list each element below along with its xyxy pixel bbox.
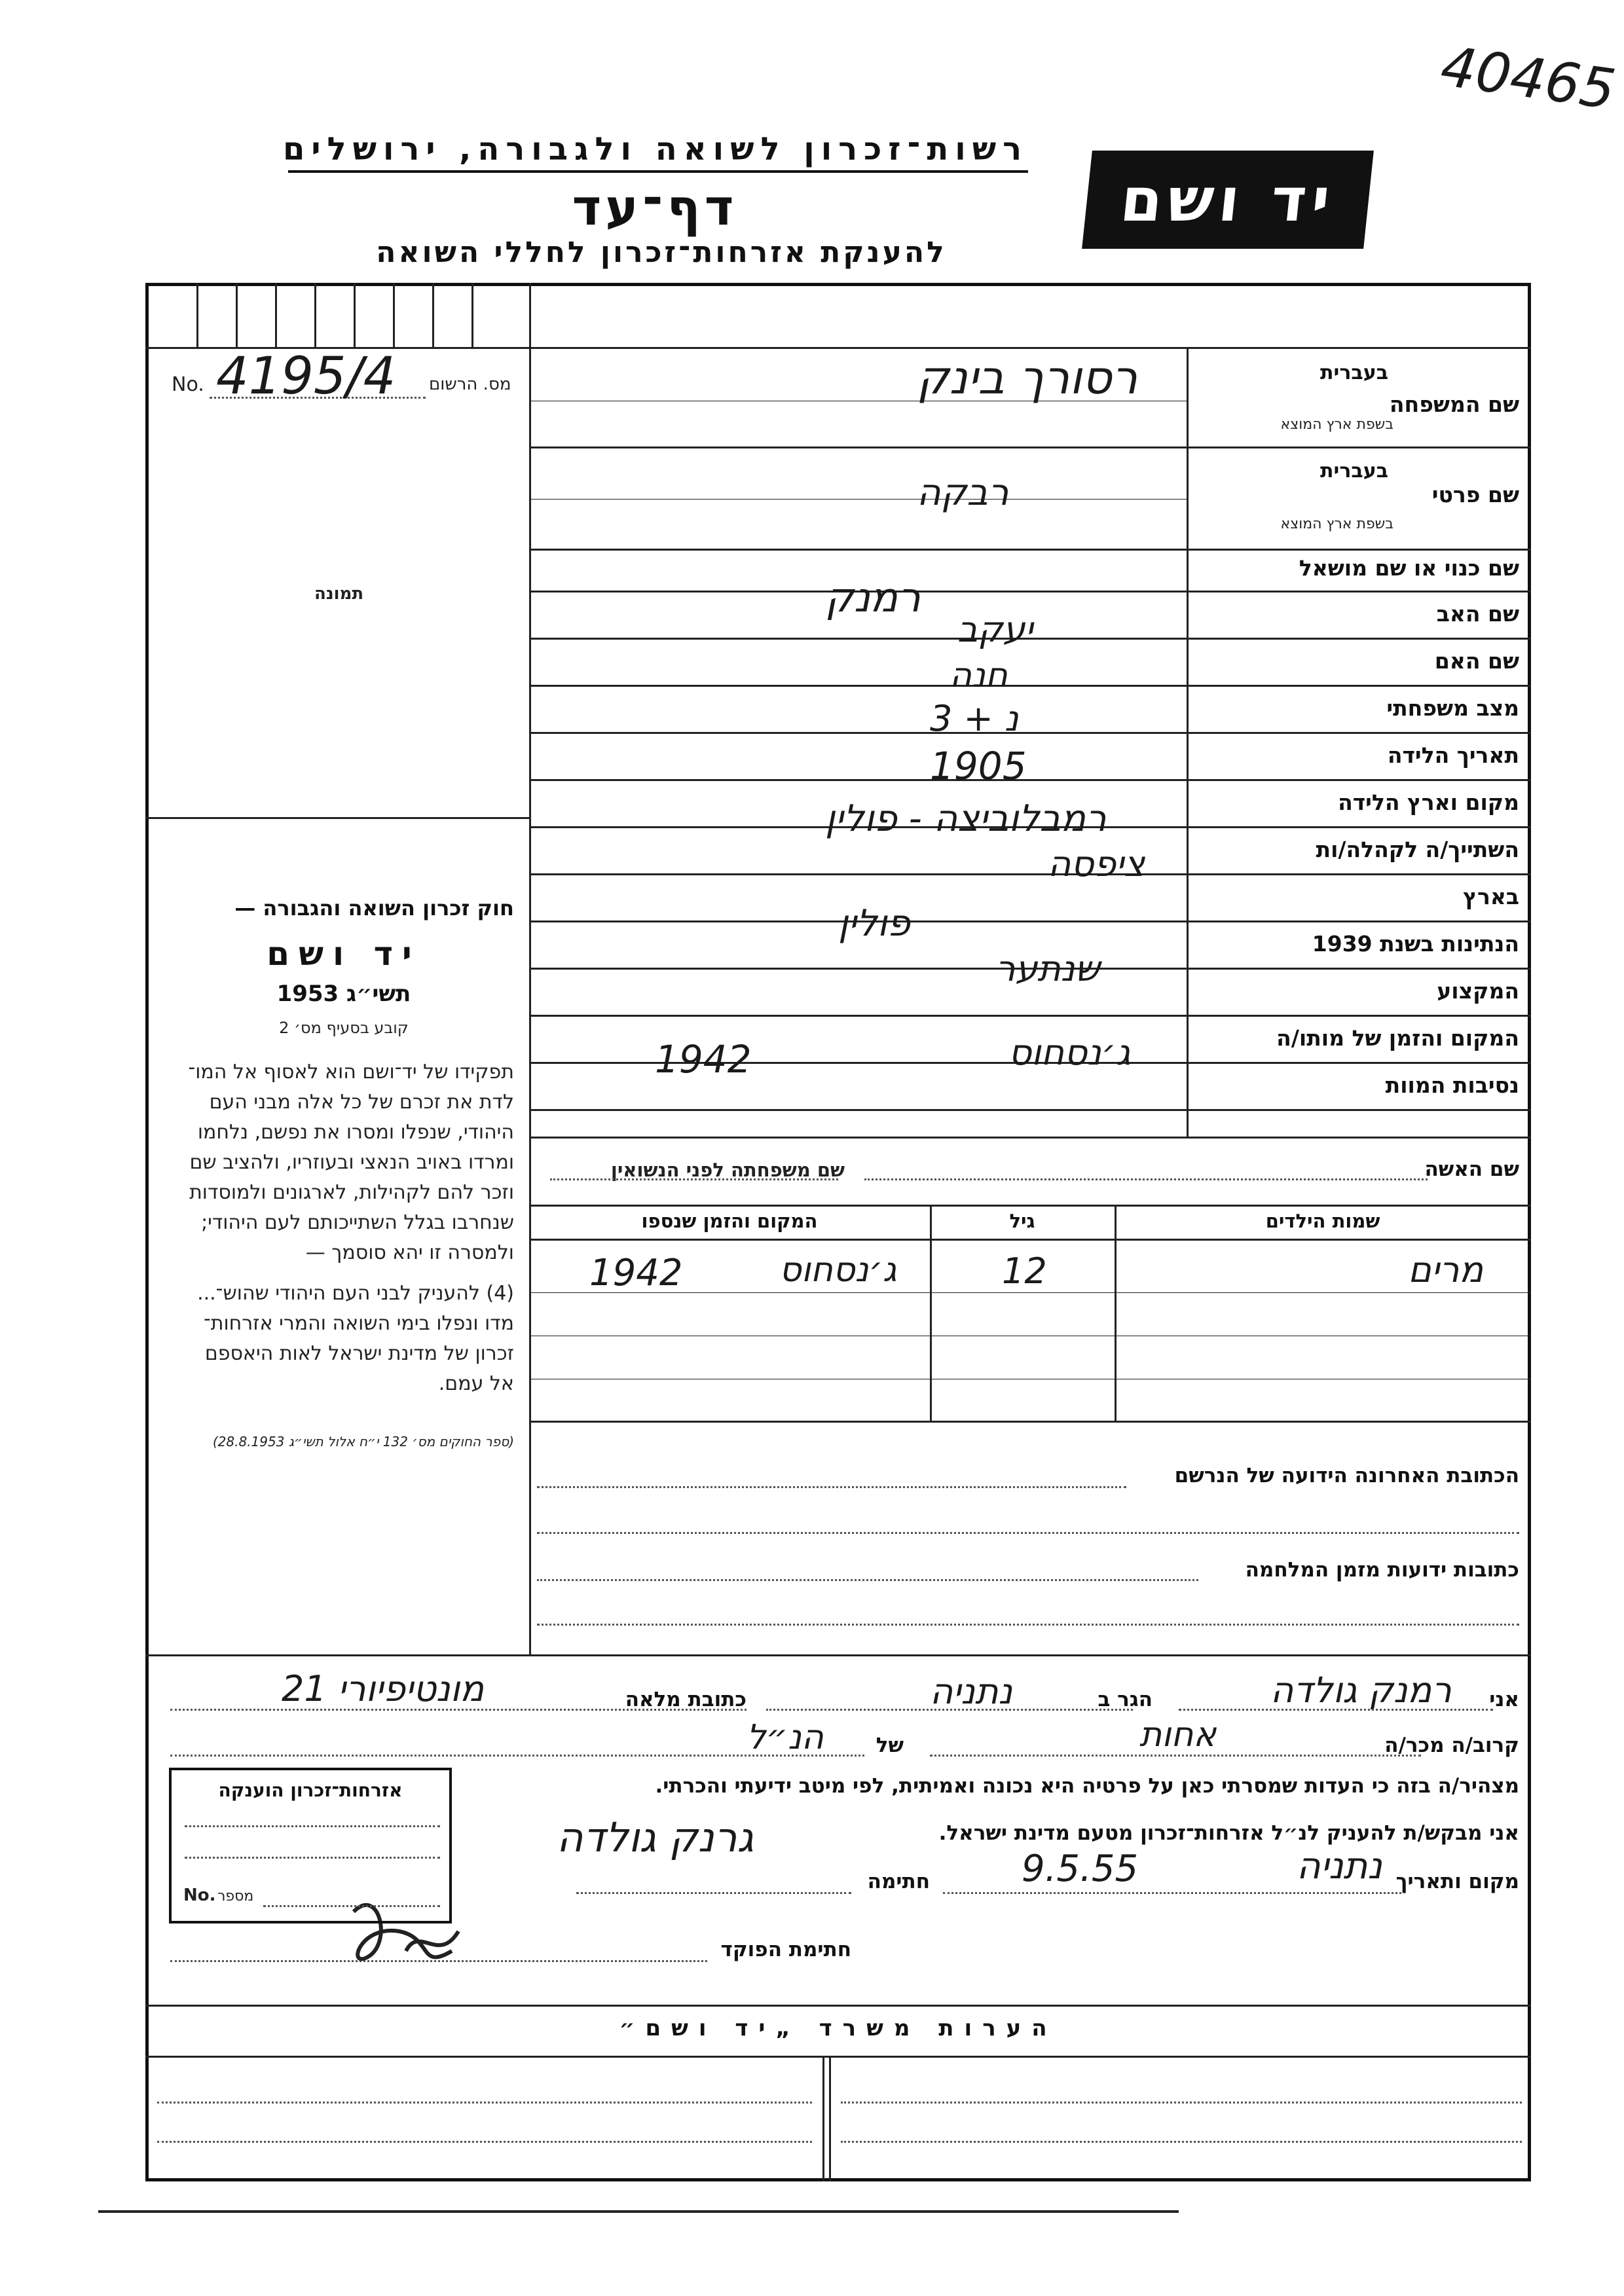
death-place-label: המקום והזמן של מותו/ה <box>1276 1025 1519 1051</box>
surname-value: רסורך בינק <box>917 351 1138 405</box>
request-statement: אני מבקש/ת להעניק לנ״ל אזרחות־זכרון מטעם מדינת ישראל. <box>938 1821 1519 1845</box>
last-address-dots <box>537 1486 1126 1488</box>
law-text-10: זכרון של מדינת ישראל לאות היאספם <box>204 1342 514 1365</box>
box-divider <box>236 283 238 347</box>
of-dots <box>170 1755 864 1757</box>
marital-value: נ + 3 <box>930 698 1019 739</box>
signature-label: חתימה <box>867 1870 930 1893</box>
box-divider <box>432 283 434 347</box>
citizenship-stamp-box <box>169 1768 452 1923</box>
death-place-value: ג׳נסחוס <box>1008 1032 1131 1073</box>
place-date-label: מקום ותאריך <box>1395 1870 1519 1893</box>
box-divider <box>354 283 356 347</box>
residence-value: שנתער <box>995 948 1100 989</box>
mother-value: חנה <box>950 656 1008 695</box>
surname-hebrew-label: בעברית <box>1320 361 1388 384</box>
photo-label: תמונה <box>314 584 364 604</box>
photo-law-divider <box>145 817 529 819</box>
surname-label: שם המשפחה <box>1389 392 1519 417</box>
row-line <box>529 1109 1531 1111</box>
stamp-number-dots <box>263 1905 440 1907</box>
notes-divider <box>822 2056 824 2181</box>
declarant-address: מונטיפיורי 21 <box>282 1668 485 1709</box>
law-name: יד ושם <box>267 935 421 973</box>
relative-value: אחות <box>1139 1715 1217 1755</box>
box-divider <box>393 283 395 347</box>
city-dots <box>766 1709 1133 1711</box>
label-column-divider <box>1187 348 1189 1137</box>
box-divider <box>314 283 316 347</box>
declarant-signature: גרנק גולדה <box>557 1813 754 1861</box>
law-text-6: שנחרבו בגלל השתייכותם לעם היהודי; <box>201 1211 514 1234</box>
section-line <box>145 1654 1531 1656</box>
birthdate-value: 1905 <box>930 744 1027 788</box>
scan-edge-line <box>98 2210 1179 2213</box>
address-dots <box>170 1709 747 1711</box>
office-notes-title: הערות משרד „יד ושם״ <box>619 2015 1058 2041</box>
child-year: 1942 <box>589 1252 683 1294</box>
law-text-8: (4) להעניק לבני העם היהודי שהוש־... <box>197 1282 514 1305</box>
mother-label: שם האם <box>1434 648 1519 674</box>
form-title: דף־עד <box>572 178 738 236</box>
last-address-label: הכתובת האחרונה הידועה של הנרשם <box>1174 1464 1519 1487</box>
law-text-4: ומרדו באויב הנאצי ובעוזריו, ולהציב שם <box>189 1151 514 1174</box>
notes-dots <box>157 2141 812 2143</box>
row-line <box>529 873 1531 875</box>
stamp-number-label: מספר <box>217 1888 254 1904</box>
registration-value: 4195/4 <box>216 347 396 406</box>
form-subtitle: להענקת אזרחות־זכרון לחללי השואה <box>376 236 947 269</box>
signature-dots <box>576 1892 851 1894</box>
section-line <box>145 2005 1531 2007</box>
child-place: ג׳נסחוס <box>779 1250 897 1290</box>
row-line <box>529 920 1531 922</box>
death-cause-label: נסיבות המוות <box>1385 1072 1519 1098</box>
law-source: (ספר החוקים מס׳ 132 י״ח אלול תשי״ג 28.8.1953) <box>212 1434 514 1449</box>
law-text-1: תפקידו של יד־ושם הוא לאסוף אל המו־ <box>188 1061 514 1084</box>
law-heading: חוק זכרון השואה והגבורה — <box>234 896 514 920</box>
father-value: יעקב <box>957 609 1033 650</box>
death-year-value: 1942 <box>655 1037 752 1082</box>
wife-dots <box>864 1178 1428 1180</box>
firstname-local-label: בשפת ארץ המוצא <box>1280 516 1393 532</box>
date-value: 9.5.55 <box>1022 1848 1139 1890</box>
authority-title: רשות־זכרון לשואה ולגבורה, ירושלים <box>288 131 1028 173</box>
war-address-label: כתובות ידועות מזמן המלחמה <box>1245 1558 1519 1582</box>
row-line <box>529 1137 1531 1139</box>
child-name: מרים <box>1408 1249 1484 1290</box>
firstname-hebrew-label: בעברית <box>1320 460 1388 483</box>
stamp-title: אזרחות־זכרון הוענקה <box>218 1779 403 1801</box>
war-address-dots <box>537 1579 1198 1581</box>
officer-signature-label: חתימת הפוקד <box>720 1938 851 1961</box>
declarant-i-label: אני <box>1489 1688 1519 1711</box>
wife-maiden-dots <box>550 1178 838 1180</box>
surname-local-label: בשפת ארץ המוצא <box>1280 416 1393 433</box>
notes-line <box>145 2056 1531 2058</box>
country-value: פולין <box>838 902 910 945</box>
residence-label: הנתינות בשנת 1939 <box>1312 931 1519 957</box>
declaration-statement: מצהיר/ה בזה כי העדות שמסרתי כאן על פרטיה היא נכונה ואמיתית, לפי מיטב ידיעתי והכרתי. <box>655 1774 1519 1798</box>
notes-dots <box>841 2141 1522 2143</box>
child-age: 12 <box>1002 1250 1047 1292</box>
declarant-name: רמנק גולדה <box>1270 1669 1452 1711</box>
declarant-city: נתניה <box>930 1671 1013 1712</box>
notes-dots <box>157 2102 812 2104</box>
row-line <box>529 732 1531 734</box>
birthdate-label: תאריך הלידה <box>1387 742 1519 768</box>
archive-number: 40465 <box>1437 33 1619 122</box>
place-value: נתניה <box>1297 1845 1382 1887</box>
children-col-divider <box>1115 1205 1116 1421</box>
birthplace-value: רמבלוביצה - פולין <box>825 797 1107 840</box>
box-divider <box>275 283 277 347</box>
declarant-address-label: כתובת מלאה <box>625 1688 747 1711</box>
row-line <box>529 591 1531 592</box>
law-text-11: אל עמם. <box>438 1372 514 1395</box>
law-year: תשי״ג 1953 <box>276 981 411 1007</box>
war-address-dots-2 <box>537 1624 1519 1626</box>
of-value: הנ״ל <box>747 1718 824 1757</box>
children-names-header: שמות הילדים <box>1265 1210 1380 1232</box>
registration-no-label: No. <box>172 373 204 396</box>
declarant-lives-label: הגר ב <box>1098 1688 1153 1711</box>
registration-label: מס. הרשום <box>429 374 511 394</box>
firstname-label: שם פרטי <box>1431 482 1519 507</box>
notes-dots <box>841 2102 1522 2104</box>
last-address-dots-2 <box>537 1532 1519 1534</box>
logo-text: יד ושם <box>1117 164 1338 235</box>
row-line <box>529 1015 1531 1017</box>
law-text-3: היהודי, שנפלו ומסרו את נפשם, נלחמו <box>197 1121 514 1144</box>
law-text-2: לדת את זכרם של כל אלה מבני העם <box>209 1091 514 1114</box>
wife-label: שם האשה <box>1424 1157 1519 1181</box>
father-label: שם האב <box>1436 601 1519 627</box>
row-line <box>529 1205 1531 1207</box>
law-text-7: ולמסרה זו יהא סוסמך — <box>305 1241 514 1264</box>
nickname-label: שם כנוי או שם מושאל <box>1299 555 1519 581</box>
law-text-5: וזכר להם לקהילות, לארגונים ולמוסדות <box>189 1181 514 1204</box>
relative-label: קרוב/ה מכר/ה <box>1384 1734 1519 1757</box>
row-line <box>529 779 1531 781</box>
firstname-value: רבקה <box>917 471 1009 514</box>
stamp-no-label: No. <box>183 1886 216 1905</box>
community-label: השתייך/ה לקהלה/ות <box>1316 837 1519 862</box>
birthplace-label: מקום וארץ הלידה <box>1338 790 1519 815</box>
declarant-dots <box>1179 1709 1493 1711</box>
children-age-header: גיל <box>1009 1210 1035 1232</box>
notes-divider <box>829 2056 831 2181</box>
children-place-header: המקום והזמן שנספו <box>641 1210 818 1232</box>
box-divider <box>471 283 473 347</box>
relative-dots <box>930 1755 1421 1757</box>
row-line <box>529 685 1531 687</box>
country-label: בארץ <box>1463 884 1519 909</box>
children-col-divider <box>930 1205 932 1421</box>
law-text-9: מדו ונפלו בימי השואה והמרי אזרחות־ <box>203 1312 514 1335</box>
profession-label: המקצוע <box>1437 978 1519 1004</box>
marital-label: מצב משפחתי <box>1386 695 1519 721</box>
yad-vashem-logo <box>1082 151 1374 249</box>
place-date-dots <box>943 1892 1401 1894</box>
nickname-value: רמנק <box>825 574 921 621</box>
row-line <box>529 446 1531 448</box>
children-table-bottom <box>529 1421 1531 1423</box>
stamp-dots <box>185 1857 440 1859</box>
wife-maiden-label: שם משפחתה לפני הנשואין <box>610 1159 845 1181</box>
children-header-line <box>529 1239 1531 1241</box>
box-divider <box>196 283 198 347</box>
law-clause: קובע בסעיף מס׳ 2 <box>279 1019 409 1037</box>
inner-line <box>529 499 1187 500</box>
stamp-dots <box>185 1825 440 1827</box>
of-label: של <box>876 1734 904 1757</box>
row-line <box>529 549 1531 551</box>
community-value: ציפסה <box>1048 843 1145 884</box>
